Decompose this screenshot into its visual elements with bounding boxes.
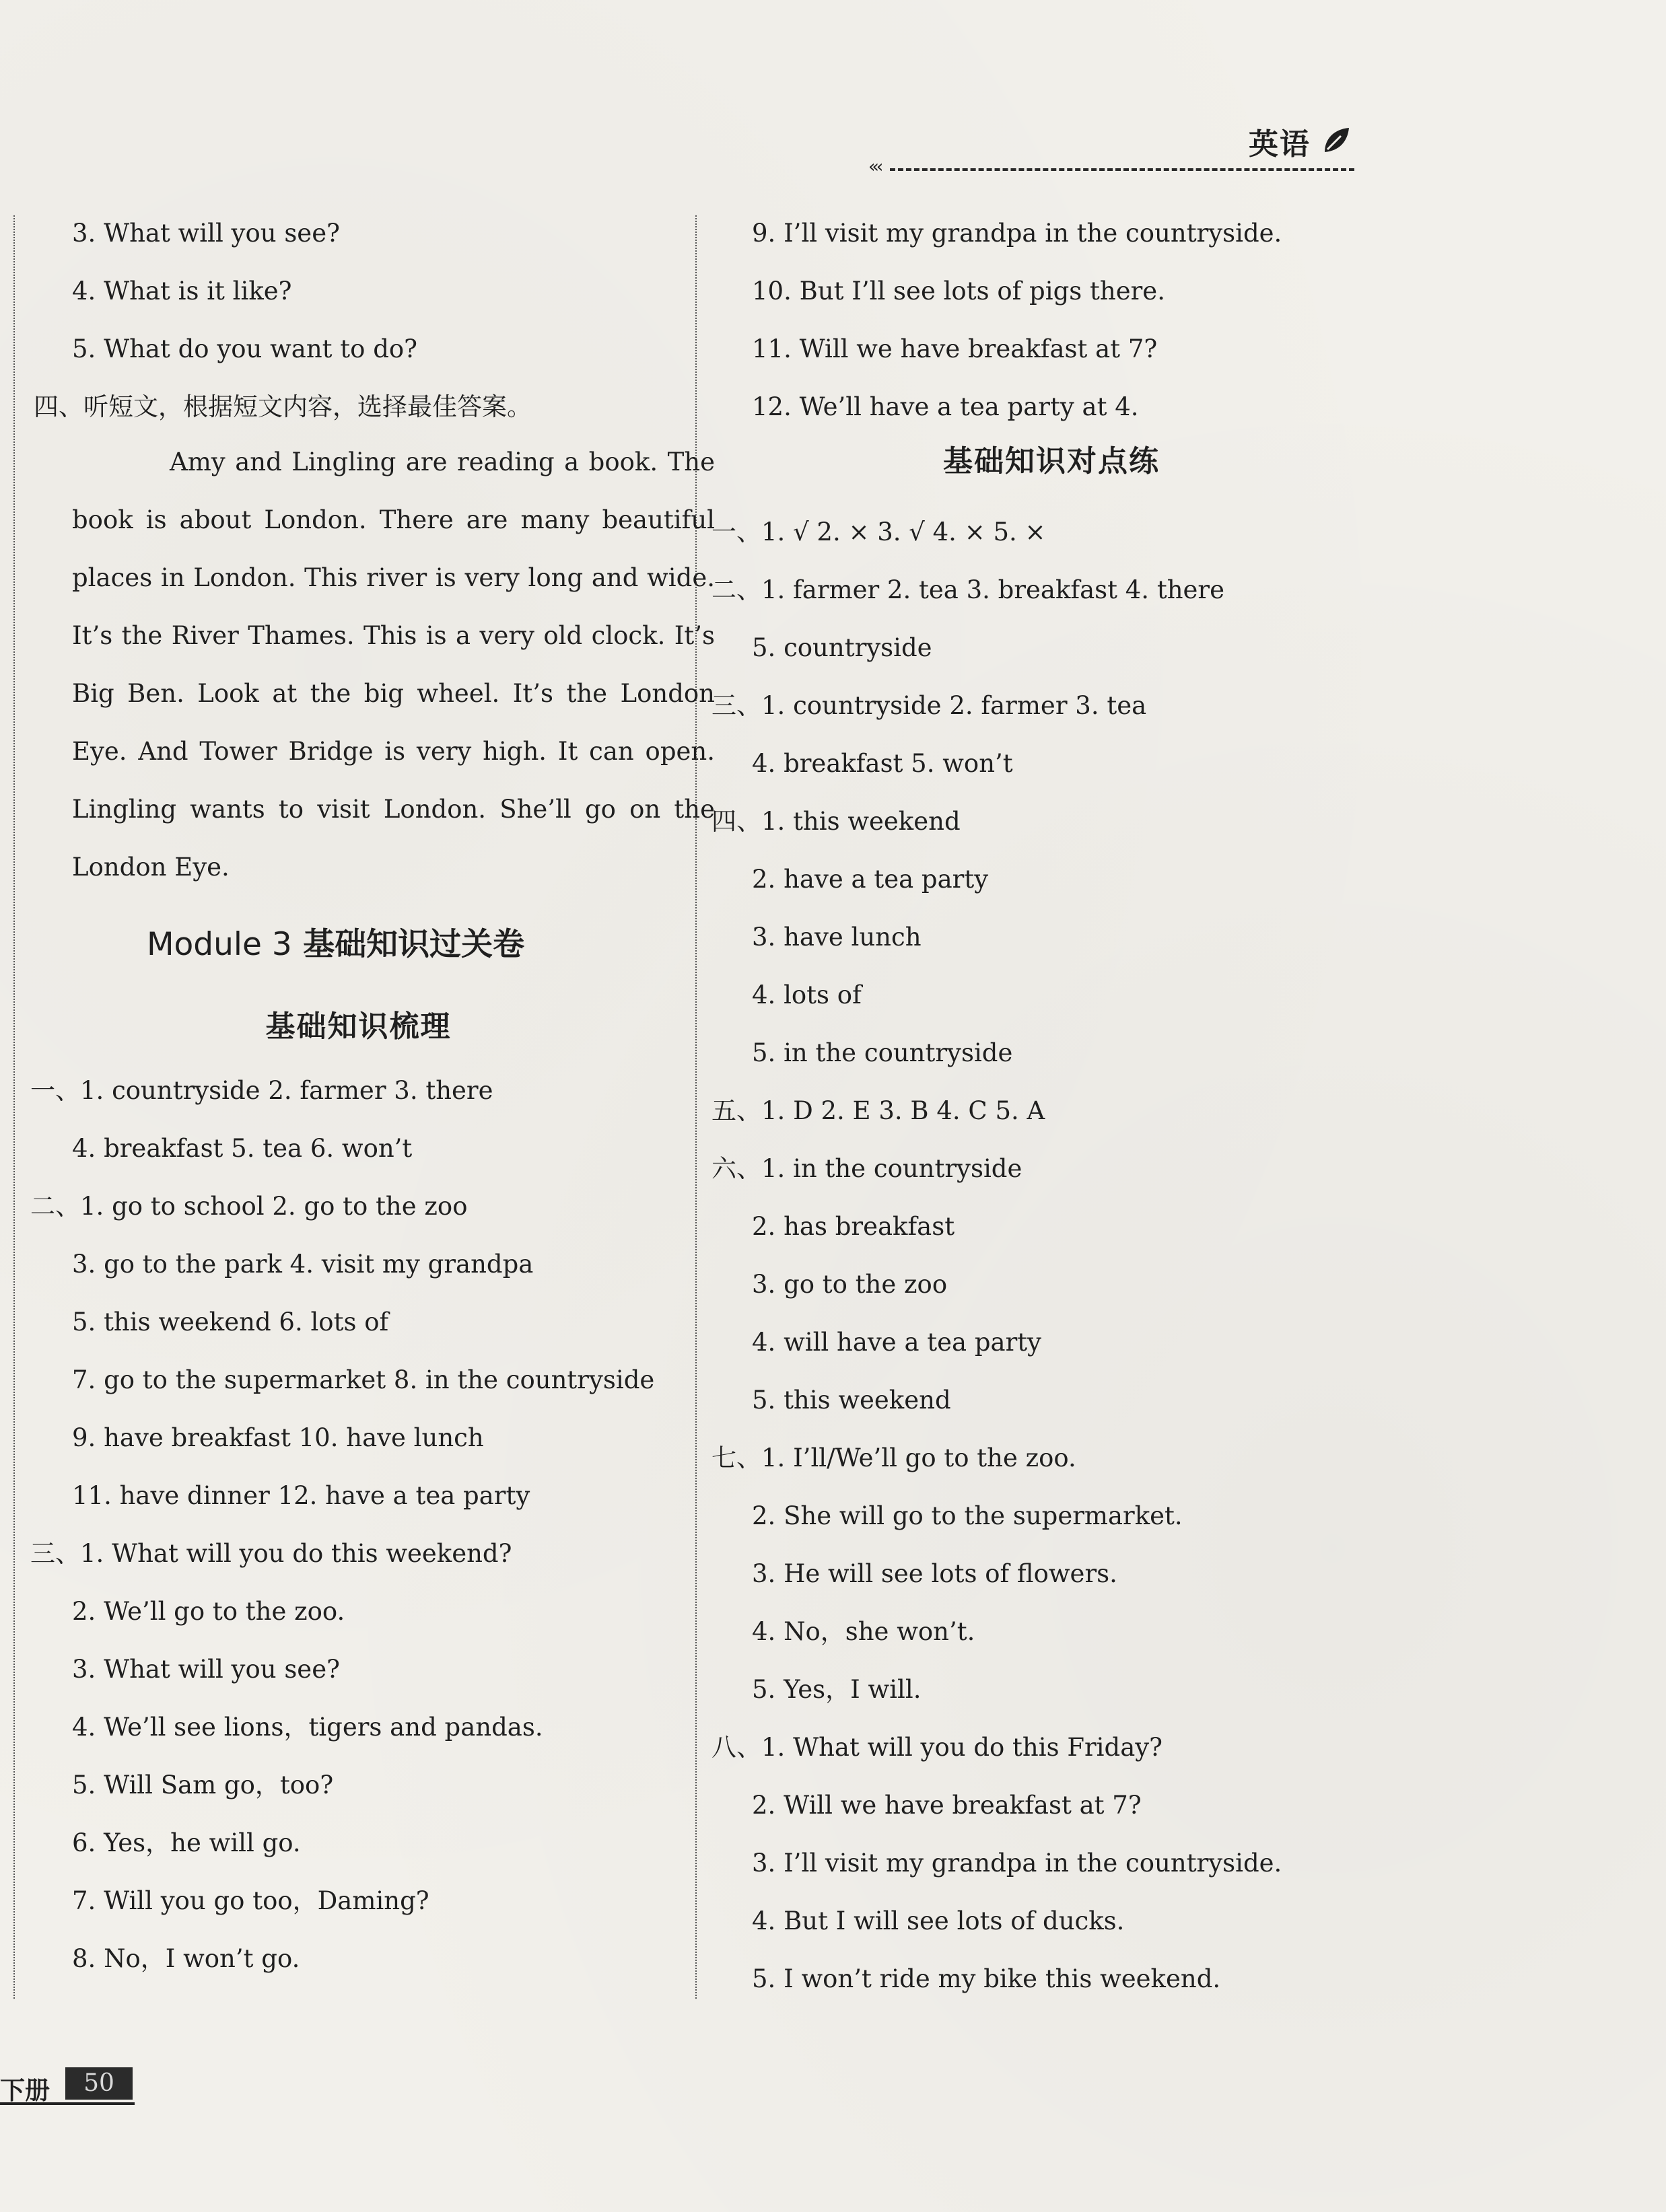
answer-line: 2. has breakfast bbox=[752, 1212, 955, 1241]
answer-line: 3. What will you see? bbox=[72, 1655, 340, 1684]
answer-line: 5. this weekend bbox=[752, 1386, 951, 1415]
answer-line: 5. I won’t ride my bike this weekend. bbox=[752, 1964, 1221, 1993]
answer-line: 一、1. √ 2. × 3. √ 4. × 5. × bbox=[711, 518, 1046, 546]
answer-line: 三、1. countryside 2. farmer 3. tea bbox=[711, 691, 1147, 720]
answer-line: 9. I’ll visit my grandpa in the countryside. bbox=[752, 219, 1282, 248]
answer-line: 4. No，she won’t. bbox=[752, 1617, 975, 1646]
answer-line: 5. Will Sam go，too? bbox=[72, 1771, 334, 1799]
answer-line: 12. We’ll have a tea party at 4. bbox=[752, 392, 1139, 421]
answer-line: 5. countryside bbox=[752, 633, 932, 662]
answer-line: 三、1. What will you do this weekend? bbox=[30, 1539, 512, 1568]
answer-line: 2. have a tea party bbox=[752, 865, 989, 894]
answer-line: 二、1. go to school 2. go to the zoo bbox=[30, 1192, 468, 1221]
answer-line: 5. in the countryside bbox=[752, 1038, 1013, 1067]
answer-line: 2. Will we have breakfast at 7? bbox=[752, 1791, 1142, 1820]
answer-line: 2. She will go to the supermarket. bbox=[752, 1501, 1183, 1530]
answer-line: 6. Yes，he will go. bbox=[72, 1828, 301, 1857]
answer-line: 4. What is it like? bbox=[72, 277, 292, 306]
footer-rule bbox=[0, 2102, 135, 2105]
right-column bbox=[711, 210, 1391, 2013]
answer-line: 4. breakfast 5. tea 6. won’t bbox=[72, 1134, 413, 1163]
answer-line: 二、1. farmer 2. tea 3. breakfast 4. there bbox=[711, 575, 1225, 604]
answer-line: 4. breakfast 5. won’t bbox=[752, 749, 1013, 778]
subject-label: 英语 bbox=[1249, 127, 1311, 162]
module-title bbox=[30, 898, 687, 992]
answer-line: 3. He will see lots of flowers. bbox=[752, 1559, 1117, 1588]
answer-line: 4. lots of bbox=[752, 980, 862, 1009]
left-column bbox=[30, 210, 715, 1993]
answer-line: 4. But I will see lots of ducks. bbox=[752, 1906, 1125, 1935]
section-heading: 四、听短文，根据短文内容，选择最佳答案。 bbox=[34, 392, 532, 421]
section-title: 基础知识梳理 bbox=[265, 1009, 452, 1044]
answer-line: 2. We’ll go to the zoo. bbox=[72, 1597, 345, 1626]
answer-line: 11. have dinner 12. have a tea party bbox=[72, 1481, 530, 1510]
answer-line: 10. But I’ll see lots of pigs there. bbox=[752, 277, 1165, 306]
answer-line: 5. Yes，I will. bbox=[752, 1675, 922, 1704]
answer-line: 3. go to the zoo bbox=[752, 1270, 948, 1299]
answer-line: 八、1. What will you do this Friday? bbox=[711, 1733, 1162, 1762]
answer-line: 3. go to the park 4. visit my grandpa bbox=[72, 1250, 534, 1279]
answer-line: 7. Will you go too，Daming? bbox=[72, 1886, 429, 1915]
section-title: 基础知识对点练 bbox=[943, 444, 1160, 478]
module-title-en: Module 3 bbox=[147, 926, 292, 963]
answer-line: 3. What will you see? bbox=[72, 219, 340, 248]
answer-line: 7. go to the supermarket 8. in the countryside bbox=[72, 1365, 655, 1394]
volume-label: 下册 bbox=[0, 2076, 50, 2105]
header-dashed-rule bbox=[890, 168, 1354, 171]
answer-line: 5. What do you want to do? bbox=[72, 334, 417, 363]
answer-line: 3. I’ll visit my grandpa in the countryside. bbox=[752, 1849, 1282, 1878]
answer-line: 4. will have a tea party bbox=[752, 1328, 1042, 1357]
answer-line: 一、1. countryside 2. farmer 3. there bbox=[30, 1076, 493, 1105]
answer-line: 六、1. in the countryside bbox=[711, 1154, 1022, 1183]
listening-passage: Amy and Lingling are reading a book. The book is about London. There are many beautiful places in London. This river is very long and wide. It’s the River Thames. This is a very old clock. It’s Big Ben. Look at the big wheel. It’s the London Eye. And Tower Bridge is very high. It can open. Lingling wants to visit London. She’ll go on the London Eye. bbox=[72, 448, 715, 882]
page-number: 50 bbox=[65, 2067, 133, 2100]
answer-line: 七、1. I’ll/We’ll go to the zoo. bbox=[711, 1443, 1076, 1472]
answer-line: 5. this weekend 6. lots of bbox=[72, 1308, 389, 1336]
left-margin-rule bbox=[13, 215, 15, 1999]
module-title-cn: 基础知识过关卷 bbox=[303, 926, 525, 963]
answer-line: 9. have breakfast 10. have lunch bbox=[72, 1423, 484, 1452]
leaf-icon bbox=[1321, 125, 1352, 156]
answer-line: 11. Will we have breakfast at 7? bbox=[752, 334, 1158, 363]
answer-line: 3. have lunch bbox=[752, 923, 922, 952]
answer-line: 8. No，I won’t go. bbox=[72, 1944, 300, 1973]
answer-line: 五、1. D 2. E 3. B 4. C 5. A bbox=[711, 1096, 1045, 1125]
double-chevron-icon: «‹ bbox=[868, 157, 881, 177]
answer-line: 4. We’ll see lions，tigers and pandas. bbox=[72, 1713, 543, 1742]
answer-line: 四、1. this weekend bbox=[711, 807, 961, 836]
